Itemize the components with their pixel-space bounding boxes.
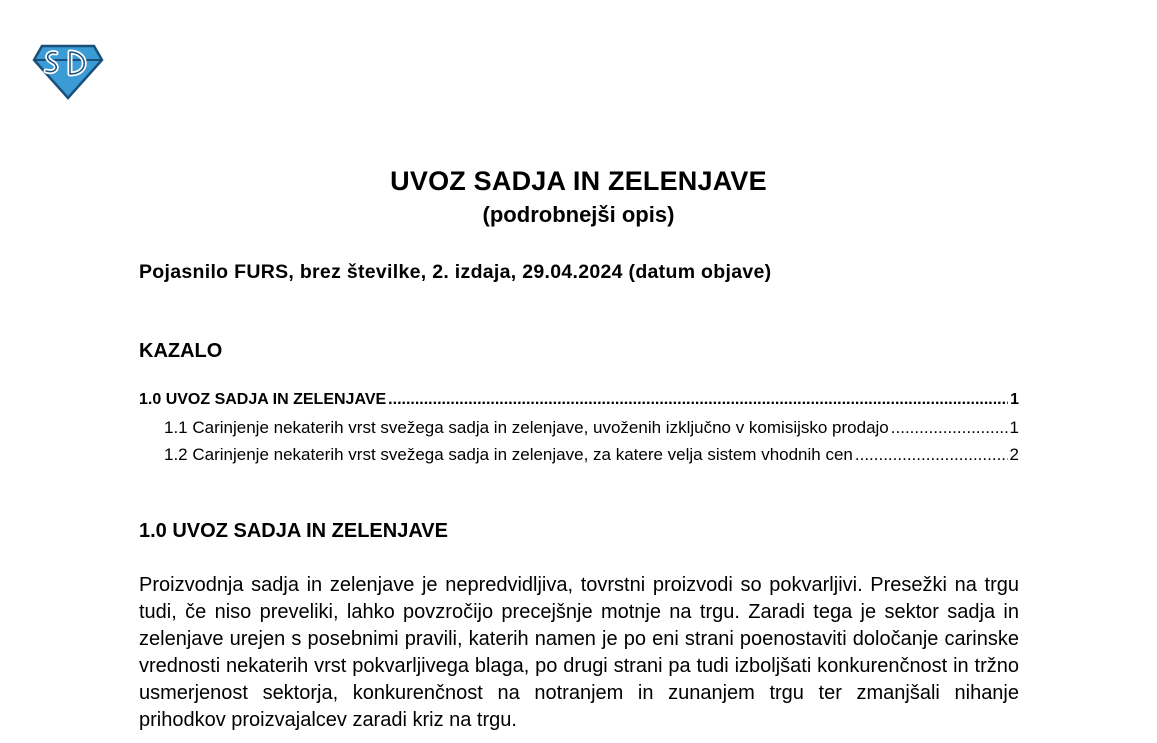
toc-leader-dots [388,391,1008,409]
toc-leader-dots [855,445,1008,465]
toc-entry-page: 2 [1009,445,1019,464]
toc-entry-1-1[interactable] [139,418,1019,445]
company-logo-icon [32,40,104,100]
toc-entry-label: 1.0 UVOZ SADJA IN ZELENJAVE [139,391,387,408]
document-meta-line: Pojasnilo FURS, brez številke, 2. izdaja, 29.04.2024 (datum objave) [139,261,772,283]
toc-entry-label: 1.2 Carinjenje nekaterih vrst svežega sadja in zelenjave, za katere velja sistem vhodnih cen [164,445,853,464]
document-title: UVOZ SADJA IN ZELENJAVE [390,166,767,196]
toc-heading: KAZALO [139,340,223,362]
toc-entry-1-0[interactable] [139,391,1019,418]
toc-entry-page: 1 [1010,391,1019,408]
toc-entry-page: 1 [1009,418,1019,437]
toc-entry-label: 1.1 Carinjenje nekaterih vrst svežega sadja in zelenjave, uvoženih izključno v komisijsko prodajo [164,418,889,437]
document-subtitle: (podrobnejši opis) [482,202,675,227]
section-heading: 1.0 UVOZ SADJA IN ZELENJAVE [139,520,448,542]
section-paragraph: Proizvodnja sadja in zelenjave je nepredvidljiva, tovrstni proizvodi so pokvarljivi. Presežki na trgu tudi, če niso preveliki, lahko povzročijo precejšnje motnje na trgu. Zaradi tega je sektor sadja in zelenjave urejen s posebnimi pravili, katerih namen je po eni strani poenostaviti določanje carinske vrednosti nekaterih vrst pokvarljivega blaga, po drugi strani pa tudi izboljšati konkurenčnost in tržno usmerjenost sektorja, konkurenčnost na notranjem in zunanjem trgu ter zmanjšali nihanje prihodkov proizvajalcev zaradi kriz na trgu. [139,574,1019,731]
toc-entry-1-2[interactable] [139,445,1019,472]
table-of-contents [139,391,1019,472]
toc-leader-dots [891,418,1008,438]
